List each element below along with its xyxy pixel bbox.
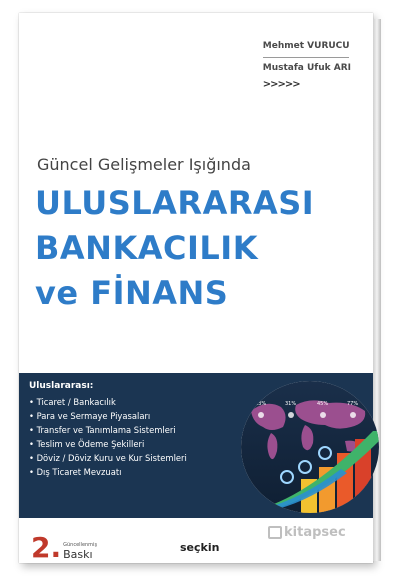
graphic-label: 77% bbox=[347, 401, 359, 407]
graphic-label: 13% bbox=[255, 401, 267, 407]
topic-item: • Teslim ve Ödeme Şekilleri bbox=[29, 439, 145, 449]
cart-icon bbox=[268, 526, 282, 539]
graphic-label: 45% bbox=[317, 401, 329, 407]
title-line-3: ve FİNANS bbox=[35, 274, 229, 312]
graphic-label: 31% bbox=[285, 401, 297, 407]
world-map-chart-icon bbox=[241, 381, 379, 513]
edition-small-label: Güncellenmiş bbox=[63, 542, 98, 548]
title-line-1: ULUSLARARASI bbox=[35, 184, 315, 222]
topic-item: • Transfer ve Tanımlama Sistemleri bbox=[29, 425, 176, 435]
authors-block bbox=[263, 38, 351, 90]
topic-item: • Ticaret / Bankacılık bbox=[29, 397, 116, 407]
chevrons-icon: >>>>> bbox=[262, 79, 300, 90]
publisher-logo: seçkin bbox=[180, 541, 220, 554]
edition-label: Baskı bbox=[63, 548, 93, 561]
watermark-text: kitapsec bbox=[284, 525, 346, 540]
topic-item: • Para ve Sermaye Piyasaları bbox=[29, 411, 151, 421]
watermark bbox=[268, 525, 346, 540]
edition-text bbox=[63, 542, 97, 561]
author-divider bbox=[263, 57, 349, 58]
book-subtitle: Güncel Gelişmeler Işığında bbox=[37, 155, 251, 174]
book-title bbox=[35, 181, 314, 316]
topic-item: • Döviz / Döviz Kuru ve Kur Sistemleri bbox=[29, 453, 187, 463]
cover-edge bbox=[373, 19, 381, 561]
title-line-2: BANKACILIK bbox=[35, 229, 258, 267]
topics-list bbox=[29, 379, 187, 479]
book-cover bbox=[19, 13, 373, 563]
edition-number: 2. bbox=[31, 531, 62, 564]
author-1: Mehmet VURUCU bbox=[262, 41, 350, 51]
author-2: Mustafa Ufuk ARI bbox=[262, 63, 351, 73]
edition-badge bbox=[31, 531, 98, 564]
topic-item: • Dış Ticaret Mevzuatı bbox=[29, 467, 122, 477]
topics-heading: Uluslararası: bbox=[29, 381, 94, 391]
finance-graphic bbox=[241, 381, 379, 513]
